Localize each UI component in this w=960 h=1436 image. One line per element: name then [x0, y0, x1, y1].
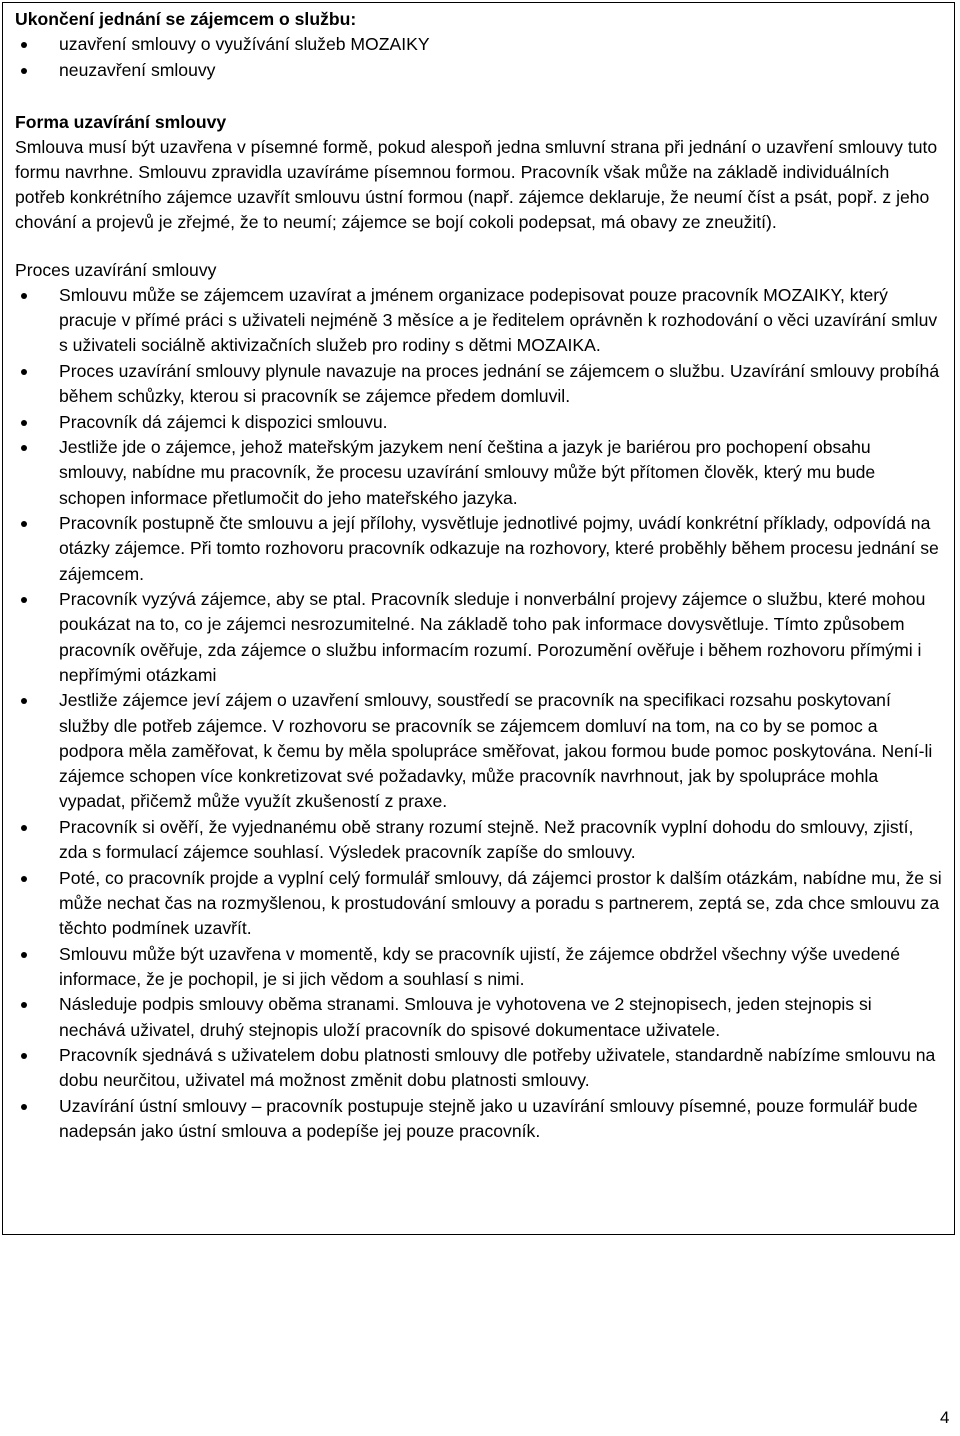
list-item-text: Smlouvu může být uzavřena v momentě, kdy se pracovník ujistí, že zájemce obdržel všechny výše uvedené informace, že je pochopil, je si jich vědom a souhlasí s nimi.: [59, 943, 900, 989]
list-item-text: Jestliže zájemce jeví zájem o uzavření smlouvy, soustředí se pracovník na specifikaci rozsahu poskytovaní služby dle potřeb zájemce. V rozhovoru se pracovník se zájemcem domluví na tom, na co by se pomoc a podpora měla zaměřovat, k čemu by měla spolupráce směřovat, jakou formou bude pomoc poskytována. Není-li zájemce schopen více konkretizovat své požadavky, může pracovník navrhnout, jak by spolupráce mohla vypadat, přičemž může využít zkušeností z praxe.: [59, 690, 933, 812]
bullet-icon: [21, 825, 27, 831]
bullet-icon: [21, 521, 27, 527]
bullet-icon: [21, 1104, 27, 1110]
section-heading-form: Forma uzavírání smlouvy: [15, 111, 227, 132]
list-item-text: Pracovník si ověří, že vyjednanému obě strany rozumí stejně. Než pracovník vyplní dohodu do smlouvy, zjistí, zda s formulací zájemce souhlasí. Výsledek pracovník zapíše do smlouvy.: [59, 816, 914, 863]
list-item-text: Smlouvu může se zájemcem uzavírat a jménem organizace podepisovat pouze pracovník MOZAIKY, který pracuje v přímé práci s uživateli nejméně 3 měsíce a je ředitelem oprávněn k rozhodování o věci uzavírání smluv s uživateli sociálně aktivizačních služeb pro rodiny s dětmi MOZAIKA.: [59, 284, 938, 356]
process-list: [15, 283, 942, 1145]
section-heading-ending: Ukončení jednání se zájemcem o službu:: [15, 9, 357, 29]
section-heading-process: Proces uzavírání smlouvy: [15, 259, 217, 280]
list-item-text: Proces uzavírání smlouvy plynule navazuje na proces jednání se zájemcem o službu. Uzavírání smlouvy probíhá během schůzky, kterou si pracovník se zájemce předem domluvil.: [59, 360, 940, 407]
list-item-text: Poté, co pracovník projde a vyplní celý formulář smlouvy, dá zájemci prostor k dalším otázkám, nabídne mu, že si může nechat čas na rozmyšlenou, k prostudování smlouvy a poradu s partnerem, zeptá se, zda chce smlouvu za těchto podmínek uzavřít.: [59, 867, 942, 939]
list-item-text: Uzavírání ústní smlouvy – pracovník postupuje stejně jako u uzavírání smlouvy písemné, pouze formulář bude nadepsán jako ústní smlouva a podepíše jej pouze pracovník.: [59, 1096, 918, 1142]
list-item: [15, 359, 942, 409]
bullet-icon: [21, 369, 27, 375]
list-item-text: uzavření smlouvy o využívání služeb MOZAIKY: [59, 34, 430, 55]
list-item: [15, 58, 942, 83]
bullet-icon: [21, 42, 27, 48]
list-item: [15, 688, 942, 814]
list-item: [15, 435, 942, 511]
list-item: [15, 587, 942, 688]
bullet-icon: [21, 445, 27, 451]
bullet-icon: [21, 68, 27, 74]
list-item: [15, 815, 942, 865]
list-item-text: Pracovník dá zájemci k dispozici smlouvu.: [59, 411, 388, 432]
list-item: [15, 410, 942, 435]
list-item: [15, 866, 942, 942]
bullet-icon: [21, 698, 27, 704]
list-item: [15, 1043, 942, 1093]
list-item-text: Následuje podpis smlouvy oběma stranami. Smlouva je vyhotovena ve 2 stejnopisech, jeden stejnopis si nechává uživatel, druhý stejnopis uloží pracovník do spisové dokumentace uživatele.: [59, 994, 872, 1040]
list-item-text: neuzavření smlouvy: [59, 60, 216, 81]
list-item-text: Jestliže jde o zájemce, jehož mateřským jazykem není čeština a jazyk je bariérou pro pochopení obsahu smlouvy, nabídne mu pracovník, že procesu uzavírání smlouvy může být přítomen člověk, který mu bude schopen informace přetlumočit do jeho mateřského jazyka.: [59, 437, 876, 508]
bullet-icon: [21, 420, 27, 426]
bullet-icon: [21, 876, 27, 882]
page-number: 4: [940, 1408, 950, 1427]
list-item-text: Pracovník postupně čte smlouvu a její přílohy, vysvětluje jednotlivé pojmy, uvádí konkrétní příklady, odpovídá na otázky zájemce. Při tomto rozhovoru pracovník odkazuje na rozhovory, které proběhly během procesu jednání se zájemcem.: [59, 513, 939, 584]
content-frame: [2, 2, 955, 1235]
bullet-icon: [21, 952, 27, 958]
list-item: [15, 942, 942, 992]
list-item: [15, 1094, 942, 1144]
bullet-icon: [21, 1002, 27, 1008]
bullet-icon: [21, 293, 27, 299]
list-item: [15, 992, 942, 1042]
list-item: [15, 511, 942, 587]
list-item: [15, 283, 942, 359]
bullet-icon: [21, 1053, 27, 1059]
list-item-text: Pracovník sjednává s uživatelem dobu platnosti smlouvy dle potřeby uživatele, standardně nabízíme smlouvu na dobu neurčitou, uživatel má možnost změnit dobu platnosti smlouvy.: [59, 1045, 936, 1091]
list-item-text: Pracovník vyzývá zájemce, aby se ptal. Pracovník sleduje i nonverbální projevy zájemce o službu, které mohou poukázat na to, co je zájemci nesrozumitelné. Na základě toho pak informace dovysvětluje. Tímto způsobem pracovník ověřuje, zda zájemce o službu informacím rozumí. Porozumění ověřuje i během rozhovoru přímými i nepřímými otázkami: [59, 589, 926, 685]
list-item: [15, 32, 942, 57]
form-paragraph: Smlouva musí být uzavřena v písemné formě, pokud alespoň jedna smluvní strana při jednání o uzavření smlouvy tuto formu navrhne. Smlouvu zpravidla uzavíráme písemnou formou. Pracovník však může na základě individuálních potřeb konkrétního zájemce uzavřít smlouvu ústní formou (např. zájemce deklaruje, že neumí číst a psát, popř. z jeho chování a projevů je zřejmé, že to neumí; zájemce se bojí cokoli podepsat, má obavy ze zneužití).: [15, 136, 938, 233]
ending-options-list: [15, 32, 942, 83]
bullet-icon: [21, 597, 27, 603]
